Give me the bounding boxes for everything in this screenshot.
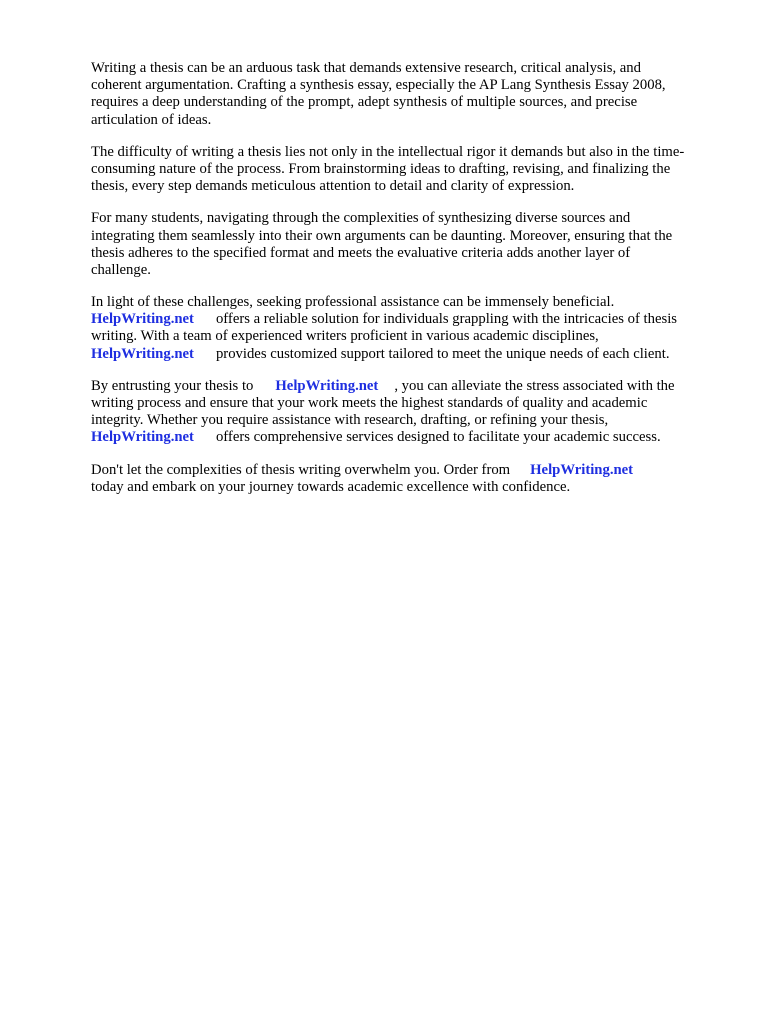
text-line: writing process and ensure that your work meets the highest standards of quality and academic: [91, 395, 648, 411]
text-line: challenge.: [91, 261, 151, 278]
paragraph-order: [91, 462, 731, 496]
text-span: , you can alleviate the stress associated with the: [394, 377, 675, 394]
text-line: [91, 311, 731, 328]
text-span: offers a reliable solution for individuals grappling with the intricacies of thesis: [215, 311, 678, 328]
helpwriting-link[interactable]: HelpWriting.net: [91, 311, 194, 328]
text-line: [91, 429, 731, 446]
text-line: In light of these challenges, seeking professional assistance can be immensely beneficial.: [91, 294, 615, 311]
text-line: [91, 346, 731, 363]
document-body: [91, 60, 731, 511]
text-span: By entrusting your thesis to: [91, 377, 254, 394]
text-line: thesis, every step demands meticulous attention to detail and clarity of expression.: [91, 178, 575, 195]
text-span: offers comprehensive services designed to facilitate your academic success.: [215, 429, 661, 446]
text-line: integrity. Whether you require assistance with research, drafting, or refining your thesis,: [91, 412, 609, 429]
paragraph-entrusting: [91, 378, 731, 447]
text-line: today and embark on your journey towards academic excellence with confidence.: [91, 478, 571, 495]
text-span: Don't let the complexities of thesis writing overwhelm you. Order from: [91, 461, 511, 478]
paragraph-intro: [91, 60, 731, 129]
text-line: consuming nature of the process. From brainstorming ideas to drafting, revising, and finalizing the: [91, 160, 671, 177]
text-line: integrating them seamlessly into their own arguments can be daunting. Moreover, ensuring that the: [91, 227, 673, 244]
text-line: The difficulty of writing a thesis lies not only in the intellectual rigor it demands but also in the time-: [91, 143, 685, 160]
text-line: coherent argumentation. Crafting a synthesis essay, especially the AP Lang Synthesis Essay 2008,: [91, 77, 666, 94]
text-line: writing. With a team of experienced writers proficient in various academic disciplines,: [91, 328, 599, 345]
paragraph-difficulty: [91, 144, 731, 196]
text-line: thesis adheres to the specified format and meets the evaluative criteria adds another layer of: [91, 244, 631, 261]
helpwriting-link[interactable]: HelpWriting.net: [275, 377, 379, 394]
helpwriting-link[interactable]: HelpWriting.net: [91, 429, 194, 446]
text-line: Writing a thesis can be an arduous task that demands extensive research, critical analysis, and: [91, 60, 641, 76]
paragraph-students: [91, 210, 731, 279]
helpwriting-link[interactable]: HelpWriting.net: [91, 345, 194, 362]
paragraph-assistance: [91, 294, 731, 363]
text-line: [91, 462, 731, 479]
text-line: requires a deep understanding of the prompt, adept synthesis of multiple sources, and precise: [91, 94, 638, 111]
helpwriting-link[interactable]: HelpWriting.net: [530, 461, 634, 478]
text-span: provides customized support tailored to meet the unique needs of each client.: [215, 345, 670, 362]
text-line: For many students, navigating through the complexities of synthesizing diverse sources and: [91, 210, 631, 227]
text-line: articulation of ideas.: [91, 111, 212, 128]
text-line: [91, 378, 731, 395]
